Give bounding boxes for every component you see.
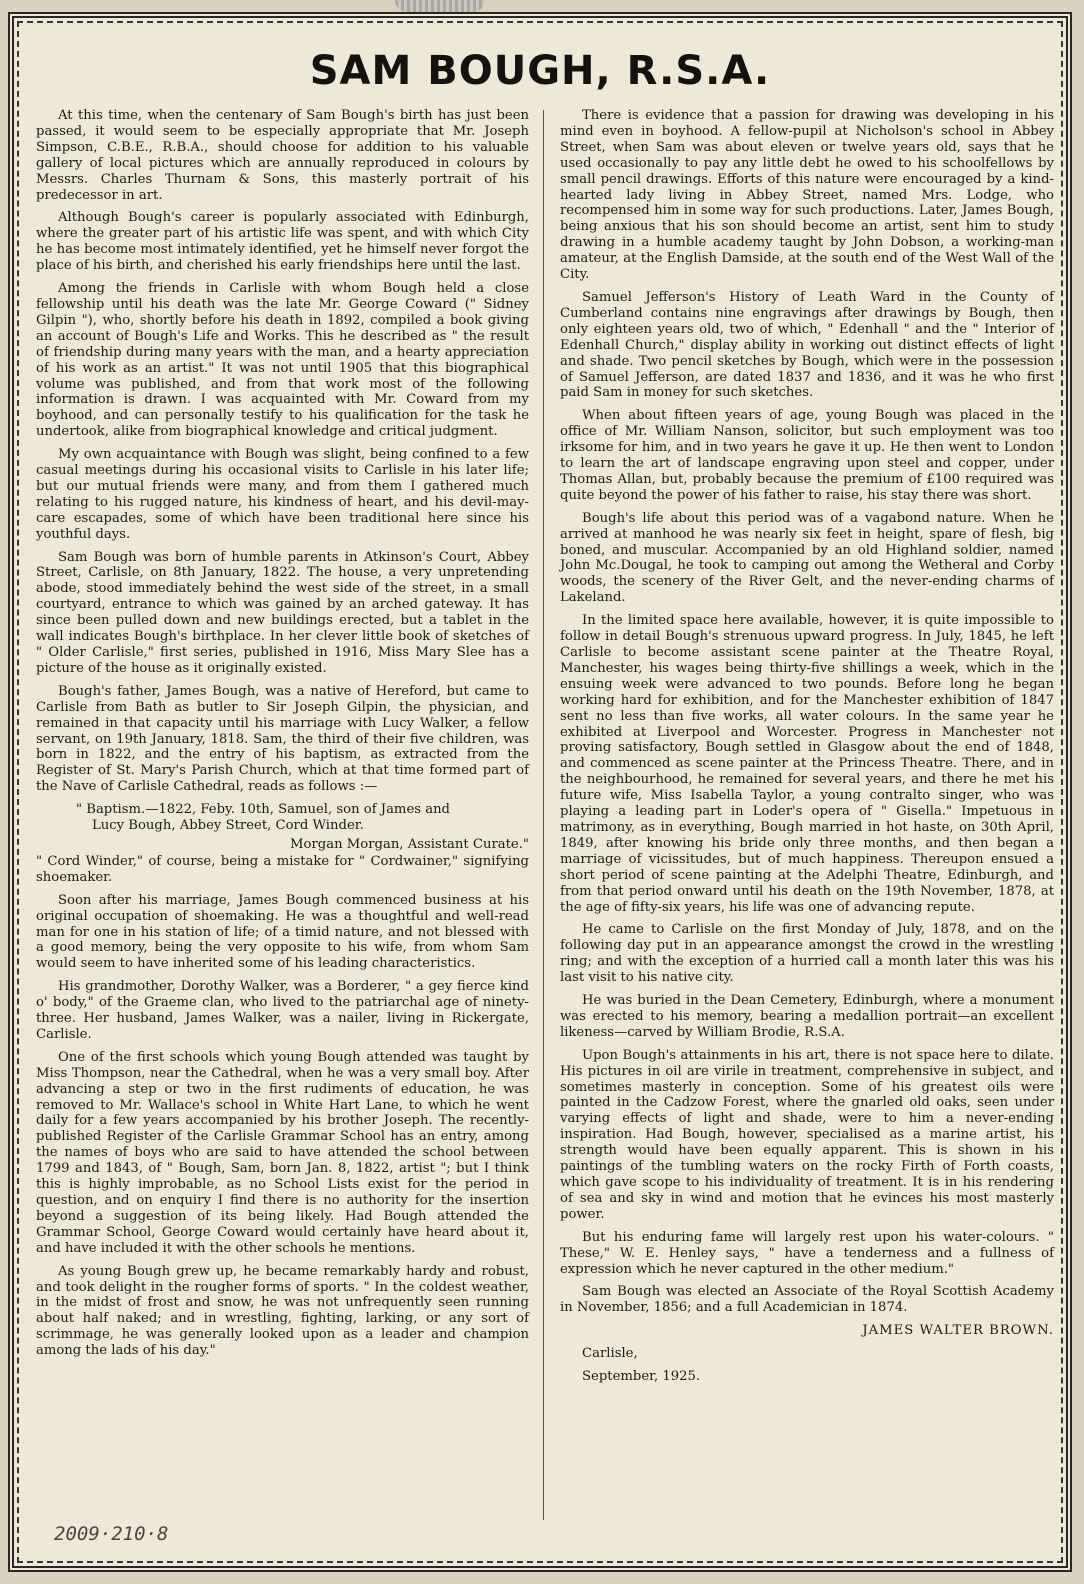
paragraph: He came to Carlisle on the first Monday of July, 1878, and on the following day put in an appearance amongst the crowd in the wrestling ring; and with the exception of a hurried call a month later this was his last visit to his native city. [560, 922, 1054, 986]
author-signature: JAMES WALTER BROWN. [862, 1323, 1054, 1339]
paragraph: " Cord Winder," of course, being a mistake for " Cordwainer," signifying shoemaker. [36, 853, 529, 885]
baptism-quote-line: " Baptism.—1822, Feby. 10th, Samuel, son of James and [76, 802, 450, 818]
left-column [36, 108, 529, 1366]
place-line: Carlisle, [582, 1346, 638, 1362]
paragraph: One of the first schools which young Bough attended was taught by Miss Thompson, near the Cathedral, when he was a very small boy. After advancing a step or two in the first rudiments of education, he was removed to Mr. Wallace's school in White Hart Lane, to which he went daily for a few years accompanied by his brother Joseph. The recently-published Register of the Carlisle Grammar School has an entry, among the names of boys who are said to have attended the school between 1799 and 1843, of " Bough, Sam, born Jan. 8, 1822, artist "; but I think this is highly improbable, as no School Lists exist for the period in question, and on enquiry I find there is no authority for the insertion beyond a suggestion of its being likely. Had Bough attended the Grammar School, George Coward would certainly have heard about it, and have included it with the other schools he mentions. [36, 1049, 529, 1256]
paragraph: Bough's life about this period was of a vagabond nature. When he arrived at manhood he was nearly six feet in height, spare of flesh, big boned, and muscular. Accompanied by an old Highland soldier, named John Mc.Dougal, he took to camping out among the Wetheral and Corby woods, the scenery of the River Gelt, and the never-ending charms of Lakeland. [560, 510, 1054, 606]
paragraph: Upon Bough's attainments in his art, there is not space here to dilate. His pictures in oil are virile in treatment, comprehensive in subject, and sometimes masterly in conception. Some of his greatest oils were painted in the Cadzow Forest, where the gnarled old oaks, seen under varying effects of light and shade, were to him a never-ending inspiration. Had Bough, however, specialised as a marine artist, his strength would have been equally apparent. This is shown in his paintings of the tumbling waters on the rocky Firth of Forth coasts, which gave scope to his individuality of treatment. It is in his rendering of sea and sky in wind and motion that he evinces his most masterly power. [560, 1047, 1054, 1222]
page-title: SAM BOUGH, R.S.A. [309, 48, 771, 94]
right-column [560, 108, 1054, 1392]
paragraph: Soon after his marriage, James Bough commenced business at his original occupation of shoemaking. He was a thoughtful and well-read man for one in his station of life; of a timid nature, and not blessed with a good memory, being the very opposite to his wife, from whom Sam would seem to have inherited some of his leading characteristics. [36, 892, 529, 972]
date-line: September, 1925. [582, 1369, 701, 1385]
hanging-string [395, 0, 485, 12]
paragraph: In the limited space here available, however, it is quite impossible to follow in detail Bough's strenuous upward progress. In July, 1845, he left Carlisle to become assistant scene painter at the Theatre Royal, Manchester, his wages being thirty-five shillings a week, which in the ensuing week were advanced to two pounds. Before long he began working hard for exhibition, and for the Manchester exhibition of 1847 sent no less than five works, all water colours. In the same year he exhibited at Liverpool and Worcester. Progress in Manchester not proving satisfactory, Bough settled in Glasgow about the end of 1848, and commenced as scene painter at the Princess Theatre. There, and in the neighbourhood, he remained for several years, and there he met his future wife, Miss Isabella Taylor, a young contralto singer, who was playing a leading part in Loder's opera of " Gisella." Impetuous in matrimony, as in everything, Bough married in hot haste, on 30th April, 1849, after knowing his bride only three months, and then began a marriage of vicissitudes, but of much happiness. Thereupon ensued a short period of scene painting at the Adelphi Theatre, Edinburgh, and from that period onward until his death on the 19th November, 1878, at the age of fifty-six years, his life was one of advancing repute. [560, 613, 1054, 915]
baptism-quote-line: Lucy Bough, Abbey Street, Cord Winder. [92, 818, 364, 834]
paragraph: Bough's father, James Bough, was a native of Hereford, but came to Carlisle from Bath as butler to Sir Joseph Gilpin, the physician, and remained in that capacity until his marriage with Lucy Walker, a fellow servant, on 19th January, 1818. Sam, the third of their five children, was born in 1822, and the entry of his baptism, as extracted from the Register of St. Mary's Parish Church, which at that time formed part of the Nave of Carlisle Cathedral, reads as follows :— [36, 683, 529, 795]
document-sheet [8, 12, 1072, 1572]
paragraph: Among the friends in Carlisle with whom Bough held a close fellowship until his death was the late Mr. George Coward (" Sidney Gilpin "), who, shortly before his death in 1892, compiled a book giving an account of Bough's Life and Works. This he described as " the result of friendship during many years with the man, and a hearty appreciation of his work as an artist." It was not until 1905 that this biographical volume was published, and from that work most of the following information is drawn. I was acquainted with Mr. Coward from my boyhood, and can personally testify to his qualification for the task he undertook, alike from biographical knowledge and critical judgment. [36, 281, 529, 440]
paragraph: At this time, when the centenary of Sam Bough's birth has just been passed, it would seem to be especially appropriate that Mr. Joseph Simpson, C.B.E., R.B.A., should choose for addition to his valuable gallery of local pictures which are annually reproduced in colours by Messrs. Charles Thurnam & Sons, this masterly portrait of his predecessor in art. [36, 108, 529, 203]
accession-number: 2009·210·8 [54, 1523, 169, 1545]
column-divider [543, 110, 544, 1520]
paragraph: His grandmother, Dorothy Walker, was a Borderer, " a gey fierce kind o' body," of the Graeme clan, who lived to the patriarchal age of ninety-three. Her husband, James Walker, was a nailer, living in Rickergate, Carlisle. [36, 979, 529, 1042]
paragraph: Sam Bough was elected an Associate of the Royal Scottish Academy in November, 1856; and a full Academician in 1874. [560, 1284, 1054, 1316]
baptism-signature: Morgan Morgan, Assistant Curate." [290, 836, 529, 852]
paragraph: Sam Bough was born of humble parents in Atkinson's Court, Abbey Street, Carlisle, on 8th January, 1822. The house, a very unpretending abode, stood immediately behind the west side of the street, in a small courtyard, entrance to which was gained by an arched gateway. It has since been pulled down and new buildings erected, but a tablet in the wall indicates Bough's birthplace. In her clever little book of sketches of " Older Carlisle," first series, published in 1916, Miss Mary Slee has a picture of the house as it originally existed. [36, 549, 529, 676]
paragraph: As young Bough grew up, he became remarkably hardy and robust, and took delight in the rougher forms of sports. " In the coldest weather, in the midst of frost and snow, he was not unfrequently seen running about half naked; and in wrestling, fighting, larking, or any sort of scrimmage, he was generally looked upon as a leader and champion among the lads of his day." [36, 1263, 529, 1359]
paragraph: My own acquaintance with Bough was slight, being confined to a few casual meetings during his occasional visits to Carlisle in his later life; but our mutual friends were many, and from them I gathered much relating to his rugged nature, his kindness of heart, and his devil-may-care escapades, some of which have been traditional here since his youthful days. [36, 447, 529, 542]
paragraph: Although Bough's career is popularly associated with Edinburgh, where the greater part of his artistic life was spent, and with which City he has become most intimately identified, yet he himself never forgot the place of his birth, and cherished his early friendships here until the last. [36, 210, 529, 274]
paragraph: Samuel Jefferson's History of Leath Ward in the County of Cumberland contains nine engravings after drawings by Bough, then only eighteen years old, two of which, " Edenhall " and the " Interior of Edenhall Church," display ability in working out distinct effects of light and shade. Two pencil sketches by Bough, which were in the possession of Samuel Jefferson, are dated 1837 and 1836, and it was he who first paid Sam in money for such sketches. [560, 289, 1054, 401]
paragraph: He was buried in the Dean Cemetery, Edinburgh, where a monument was erected to his memory, bearing a medallion portrait—an excellent likeness—carved by William Brodie, R.S.A. [560, 993, 1054, 1040]
paragraph: When about fifteen years of age, young Bough was placed in the office of Mr. William Nanson, solicitor, but such employment was too irksome for him, and in two years he gave it up. He then went to London to learn the art of landscape engraving upon steel and copper, under Thomas Allan, but, probably because the premium of £100 required was quite beyond the power of his father to raise, his stay there was short. [560, 408, 1054, 503]
paragraph: There is evidence that a passion for drawing was developing in his mind even in boyhood. A fellow-pupil at Nicholson's school in Abbey Street, when Sam was about eleven or twelve years old, says that he used occasionally to pay any little debt he owed to his schoolfellows by small pencil drawings. Efforts of this nature were encouraged by a kind-hearted lady living in Abbey Street, named Mrs. Lodge, who recompensed him in some way for such productions. Later, James Bough, being anxious that his son should become an artist, sent him to study drawing in a humble academy taught by John Dobson, a working-man amateur, at the English Damside, at the south end of the West Wall of the City. [560, 108, 1054, 283]
paragraph: But his enduring fame will largely rest upon his water-colours. " These," W. E. Henley says, " have a tenderness and a fullness of expression which he never captured in the other medium." [560, 1229, 1054, 1277]
